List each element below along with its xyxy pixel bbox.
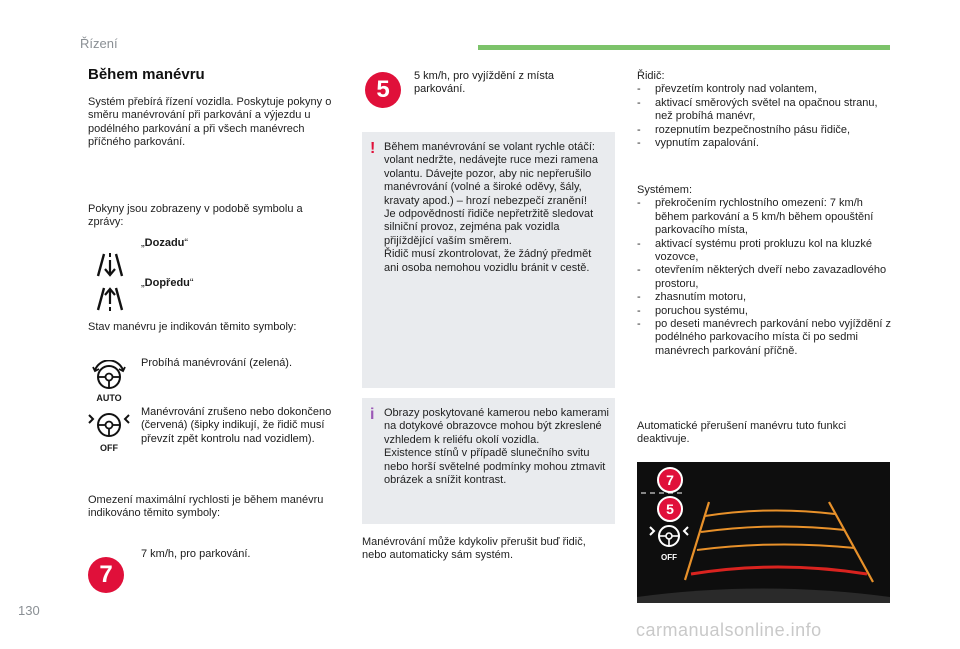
camera-view-image (637, 462, 890, 603)
info-text: Obrazy poskytované kamerou nebo kamerami na dotykové obrazovce mohou být zkreslené vzhledem k reliéfu okolí vozidla. Existence stínů v případě slunečního svitu nebo horší světelné podmínky mohou ztmavit obrázek a snížit kontrast. (384, 407, 609, 487)
speed-limit-intro: Omezení maximální rychlosti je během manévru indikováno těmito symboly: (88, 494, 324, 520)
driver-section (637, 70, 892, 150)
status-stopped-text: Manévrování zrušeno nebo dokončeno (červená) (šipky indikují, že řidič musí převzít zpět kontrolu nad vozidlem). (141, 406, 332, 445)
section-accent-bar (478, 45, 890, 50)
list-item: - poruchou systému, (637, 305, 892, 318)
speed-7-badge: 7 (88, 557, 124, 593)
system-section (637, 184, 892, 358)
steering-off-icon (86, 410, 132, 453)
off-label: OFF (100, 443, 118, 453)
speed-7-text: 7 km/h, pro parkování. (141, 548, 251, 560)
warning-box (362, 132, 615, 388)
list-item: - aktivací systému proti prokluzu kol na kluzké vozovce, (637, 238, 892, 265)
camera-speed-5-badge: 5 (657, 496, 683, 522)
list-item: - vypnutím zapalování. (637, 137, 892, 150)
driver-list (637, 83, 892, 150)
camera-off-label: OFF (661, 553, 677, 562)
watermark: carmanualsonline.info (636, 620, 822, 640)
speed-5-text: 5 km/h, pro vyjíždění z místa parkování. (414, 70, 554, 96)
list-item: - překročením rychlostního omezení: 7 km/h během parkování a 5 km/h během opouštění parkovacího místa, (637, 197, 892, 237)
system-title: Systémem: (637, 184, 693, 196)
list-item: - po deseti manévrech parkování nebo vyjíždění z podélného parkovacího místa či po sedmi manévrech parkování příčně. (637, 318, 892, 358)
driver-title: Řidič: (637, 70, 665, 82)
status-running-text: Probíhá manévrování (zelená). (141, 357, 293, 369)
speed-5-badge: 5 (365, 72, 401, 108)
section-title: Řízení (80, 36, 118, 51)
auto-stop-text: Automatické přerušení manévru tuto funkci deaktivuje. (637, 420, 847, 446)
list-item: - převzetím kontroly nad volantem, (637, 83, 892, 96)
list-item: - otevřením některých dveří nebo zavazadlového prostoru, (637, 264, 892, 291)
reverse-message (141, 237, 188, 250)
instructions-intro: Pokyny jsou zobrazeny v podobě symbolu a zprávy: (88, 203, 303, 229)
auto-label: AUTO (96, 393, 122, 403)
warning-text: Během manévrování se volant rychle otáčí: volant nedržte, nedávejte ruce mezi ramena volantu. Dávejte pozor, aby nic nepřerušilo manévrování (volné a široké oděvy, šály, kravaty apod.) – hrozí nebezpečí zranění! Je odpovědností řidiče nepřetržitě sledovat silniční provoz, zejména pak vozidla přijíždějící vaším směrem. Řidič musí zkontrolovat, že žádný předmět ani osoba nemohou vozidlu bránit v cestě. (384, 141, 599, 274)
intro-paragraph: Systém přebírá řízení vozidla. Poskytuje pokyny o směru manévrování při parkování a výjezdu u podélného parkování a při všech manévrech příčného parkování. (88, 96, 332, 149)
forward-arrow-icon (90, 284, 130, 319)
forward-message-text: „Dopředu“ (141, 277, 194, 289)
list-item: - aktivací směrových světel na opačnou stranu, než probíhá manévr, (637, 97, 892, 124)
info-box (362, 398, 615, 524)
status-intro: Stav manévru je indikován těmito symboly: (88, 321, 297, 333)
info-icon: i (370, 406, 375, 423)
steering-auto-icon (86, 360, 132, 403)
camera-speed-7-badge: 7 (657, 467, 683, 493)
forward-message (141, 277, 194, 290)
system-list (637, 197, 892, 358)
page-number: 130 (18, 603, 40, 618)
camera-steering-off-icon (646, 522, 692, 562)
interrupt-text: Manévrování může kdykoliv přerušit buď řidič, nebo automaticky sám systém. (362, 536, 586, 562)
reverse-arrow-icon (90, 250, 130, 285)
list-item: - zhasnutím motoru, (637, 291, 892, 304)
page-title: Během manévru (88, 66, 205, 83)
warning-icon: ! (370, 140, 376, 157)
reverse-message-text: „Dozadu“ (141, 237, 189, 249)
list-item: - rozepnutím bezpečnostního pásu řidiče, (637, 124, 892, 137)
